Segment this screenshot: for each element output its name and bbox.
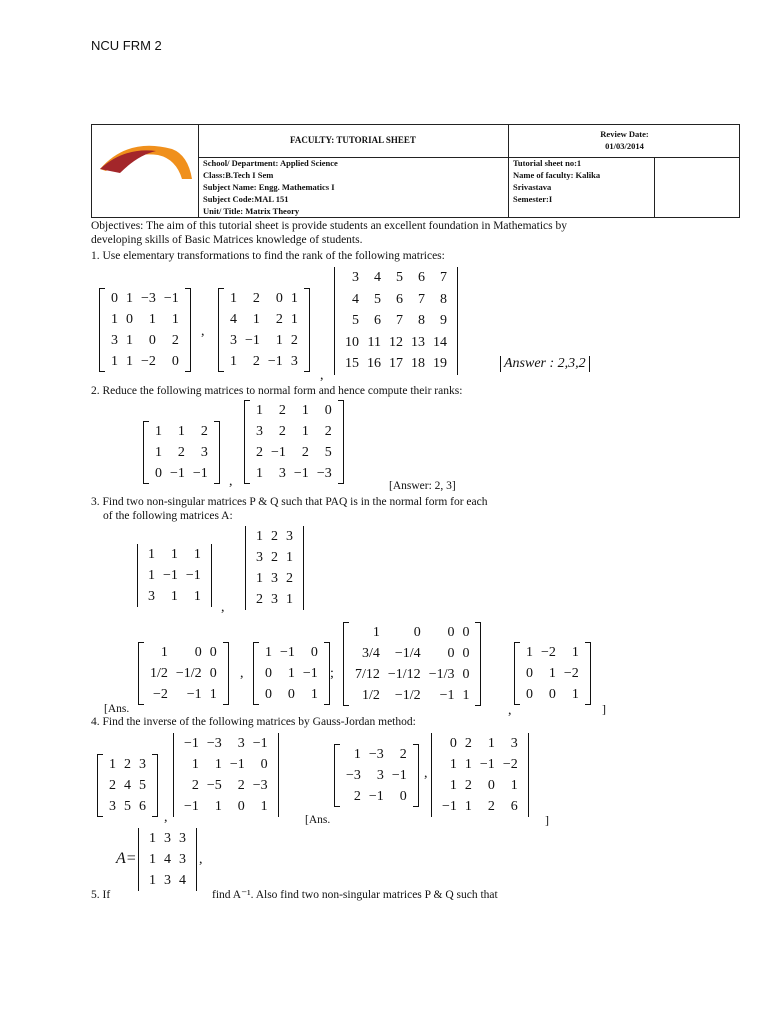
separator: , bbox=[320, 368, 324, 383]
matrix-cell: 3 bbox=[179, 852, 186, 867]
closing-bracket: ] bbox=[602, 702, 606, 716]
matrix-cell: 0 bbox=[265, 687, 272, 702]
matrix-cell: 1 bbox=[171, 312, 179, 327]
subject-code: Subject Code:MAL 151 bbox=[203, 194, 289, 204]
school-dept: School/ Department: Applied Science bbox=[203, 158, 338, 168]
matrix-cell: 1 bbox=[290, 291, 298, 306]
matrix-cell: 3 bbox=[286, 529, 293, 544]
matrix-cell: 1 bbox=[290, 312, 298, 327]
matrix-cell: 1 bbox=[256, 466, 263, 481]
matrix-cell: 8 bbox=[440, 291, 447, 307]
matrix-cell: 3 bbox=[148, 589, 155, 604]
matrix-cell: 1 bbox=[548, 666, 556, 681]
matrix-cell: −1 bbox=[245, 333, 260, 348]
matrix-cell: −1 bbox=[184, 736, 199, 751]
question-5-text: find A⁻¹. Also find two non-singular matrices P & Q such that bbox=[212, 889, 498, 901]
matrix-cell: 5 bbox=[396, 270, 403, 285]
matrix-cell: 3/4 bbox=[362, 646, 380, 661]
matrix-cell: −1 bbox=[368, 789, 384, 804]
matrix-cell: −1/12 bbox=[387, 667, 421, 682]
review-date: 01/03/2014 bbox=[605, 141, 644, 151]
matrix-cell: −2 bbox=[563, 666, 579, 681]
matrix-cell: 0 bbox=[287, 687, 295, 702]
separator: ; bbox=[330, 666, 334, 681]
matrix-cell: 1 bbox=[148, 547, 155, 562]
matrix-cell: 1/2 bbox=[362, 688, 380, 703]
matrix-cell: −1 bbox=[192, 466, 208, 481]
review-date-label: Review Date: bbox=[600, 129, 649, 139]
matrix-cell: 13 bbox=[411, 334, 425, 350]
subject-name: Subject Name: Engg. Mathematics I bbox=[203, 182, 335, 192]
q4-answer-a bbox=[334, 744, 419, 807]
matrix-cell: 1 bbox=[464, 799, 472, 814]
q2-matrix-b bbox=[244, 400, 344, 484]
matrix-cell: 3 bbox=[111, 333, 118, 348]
matrix-cell: 5 bbox=[352, 313, 359, 329]
matrix-cell: 2 bbox=[200, 424, 208, 439]
matrix-cell: −1 bbox=[479, 757, 495, 772]
matrix-cell: 1 bbox=[149, 873, 156, 888]
matrix-cell: 1 bbox=[275, 333, 283, 348]
matrix-cell: 1 bbox=[149, 831, 156, 846]
matrix-cell: −3 bbox=[346, 768, 361, 783]
question-1: 1. Use elementary transformations to find the rank of the following matrices: bbox=[91, 250, 445, 262]
matrix-cell: 2 bbox=[109, 778, 116, 793]
matrix-cell: −2 bbox=[502, 757, 518, 772]
matrix-cell: 17 bbox=[389, 356, 403, 372]
matrix-cell: 0 bbox=[310, 645, 318, 660]
matrix-cell: 1 bbox=[230, 354, 237, 369]
matrix-cell: −1/2 bbox=[175, 666, 202, 681]
matrix-cell: −1 bbox=[293, 466, 309, 481]
matrix-cell: 0 bbox=[111, 291, 118, 306]
matrix-cell: 2 bbox=[252, 354, 260, 369]
matrix-cell: 2 bbox=[464, 778, 472, 793]
matrix-cell: 3 bbox=[271, 571, 278, 586]
tutorial-sheet-no: Tutorial sheet no:1 bbox=[513, 158, 582, 168]
matrix-cell: −1/3 bbox=[428, 667, 455, 682]
matrix-cell: −2 bbox=[141, 354, 156, 369]
q3-matrix-a bbox=[136, 544, 213, 607]
matrix-cell: 1 bbox=[510, 778, 518, 793]
matrix-cell: 1 bbox=[193, 547, 201, 562]
matrix-cell: 1 bbox=[286, 550, 293, 565]
matrix-cell: 0 bbox=[462, 667, 470, 682]
unit-title: Unit/ Title: Matrix Theory bbox=[203, 206, 300, 216]
matrix-cell: 3 bbox=[376, 768, 384, 783]
matrix-cell: 6 bbox=[510, 799, 518, 814]
matrix-cell: 8 bbox=[418, 313, 425, 329]
matrix-cell: −1 bbox=[229, 757, 245, 772]
matrix-cell: 1 bbox=[252, 312, 260, 327]
q4-answer-label: [Ans. bbox=[305, 814, 331, 826]
matrix-cell: 1 bbox=[148, 568, 155, 583]
matrix-cell: 2 bbox=[256, 445, 263, 460]
matrix-cell: 6 bbox=[418, 270, 425, 285]
matrix-cell: 3 bbox=[256, 424, 263, 439]
matrix-cell: −1 bbox=[302, 666, 318, 681]
university-logo bbox=[98, 139, 194, 189]
matrix-cell: 3 bbox=[164, 831, 171, 846]
matrix-cell: 9 bbox=[440, 313, 447, 329]
matrix-cell: 1 bbox=[170, 589, 178, 604]
matrix-cell: 1 bbox=[155, 424, 162, 439]
q4-matrix-a bbox=[97, 754, 158, 817]
separator: , bbox=[199, 852, 203, 867]
matrix-cell: 1 bbox=[265, 645, 272, 660]
matrix-cell: 0 bbox=[399, 789, 407, 804]
matrix-cell: 1 bbox=[526, 645, 533, 660]
matrix-cell: 1 bbox=[256, 529, 263, 544]
matrix-cell: 2 bbox=[191, 778, 199, 793]
matrix-cell: 16 bbox=[367, 356, 381, 372]
class: Class:B.Tech I Sem bbox=[203, 170, 274, 180]
matrix-cell: −1 bbox=[170, 466, 185, 481]
matrix-cell: 1 bbox=[230, 291, 237, 306]
matrix-cell: −3 bbox=[206, 736, 222, 751]
q1-answer: Answer : 2,3,2 bbox=[500, 356, 590, 372]
matrix-cell: 3 bbox=[510, 736, 518, 751]
matrix-cell: 19 bbox=[433, 356, 447, 372]
sheet-title: FACULTY: TUTORIAL SHEET bbox=[290, 135, 416, 145]
faculty-name: Name of faculty: Kalika bbox=[513, 170, 601, 180]
matrix-cell: 2 bbox=[256, 592, 263, 607]
matrix-cell: −1 bbox=[271, 445, 286, 460]
matrix-cell: 1 bbox=[191, 757, 199, 772]
matrix-cell: 2 bbox=[324, 424, 332, 439]
matrix-cell: 2 bbox=[290, 333, 298, 348]
question-5-number: 5. If bbox=[91, 889, 111, 901]
matrix-cell: 4 bbox=[124, 778, 131, 793]
matrix-cell: 1 bbox=[214, 757, 222, 772]
q3-answer-q1 bbox=[253, 642, 330, 705]
matrix-cell: 4 bbox=[179, 873, 186, 888]
matrix-cell: 2 bbox=[399, 747, 407, 762]
matrix-cell: −1 bbox=[185, 568, 201, 583]
matrix-cell: 1 bbox=[214, 799, 222, 814]
matrix-cell: −3 bbox=[316, 466, 332, 481]
q1-matrix-a bbox=[99, 288, 191, 372]
matrix-cell: −1 bbox=[252, 736, 268, 751]
matrix-cell: 2 bbox=[271, 529, 278, 544]
matrix-cell: 3 bbox=[278, 466, 286, 481]
question-3-line-1: 3. Find two non-singular matrices P & Q such that PAQ is in the normal form for each bbox=[91, 496, 488, 508]
matrix-cell: 1 bbox=[126, 354, 133, 369]
separator: , bbox=[221, 600, 225, 615]
matrix-cell: 1 bbox=[155, 445, 162, 460]
matrix-cell: −1/4 bbox=[394, 646, 421, 661]
q3-matrix-b bbox=[244, 526, 305, 610]
q4-matrix-b bbox=[172, 733, 280, 817]
matrix-cell: −1 bbox=[163, 291, 179, 306]
matrix-cell: 7 bbox=[396, 313, 403, 329]
matrix-cell: 11 bbox=[367, 334, 381, 350]
matrix-cell: 0 bbox=[413, 625, 421, 640]
matrix-cell: 0 bbox=[462, 646, 470, 661]
matrix-cell: 3 bbox=[230, 333, 237, 348]
matrix-cell: 5 bbox=[374, 291, 381, 307]
matrix-cell: 2 bbox=[286, 571, 293, 586]
matrix-cell: −1 bbox=[184, 799, 199, 814]
matrix-cell: 5 bbox=[139, 778, 146, 793]
matrix-cell: 2 bbox=[464, 736, 472, 751]
matrix-cell: 3 bbox=[352, 270, 359, 285]
q1-matrix-b bbox=[218, 288, 310, 372]
matrix-cell: 1 bbox=[462, 688, 470, 703]
matrix-cell: 1 bbox=[301, 403, 309, 418]
matrix-cell: 0 bbox=[526, 666, 533, 681]
separator: , bbox=[201, 324, 205, 339]
q2-matrix-a bbox=[143, 421, 220, 484]
matrix-cell: 0 bbox=[462, 625, 470, 640]
matrix-cell: 6 bbox=[374, 313, 381, 329]
matrix-cell: −1 bbox=[267, 354, 283, 369]
matrix-cell: 4 bbox=[352, 291, 359, 307]
matrix-cell: 3 bbox=[139, 757, 146, 772]
matrix-cell: 4 bbox=[230, 312, 237, 327]
separator: , bbox=[508, 703, 512, 718]
separator: , bbox=[164, 810, 168, 825]
matrix-cell: 15 bbox=[345, 356, 359, 372]
matrix-cell: 1 bbox=[148, 312, 156, 327]
matrix-cell: 1 bbox=[372, 625, 380, 640]
matrix-cell: 0 bbox=[265, 666, 272, 681]
matrix-cell: 7 bbox=[440, 270, 447, 285]
matrix-cell: 0 bbox=[237, 799, 245, 814]
matrix-cell: −3 bbox=[141, 291, 156, 306]
q3-answer-label: [Ans. bbox=[104, 703, 130, 715]
q3-answer-p2 bbox=[343, 622, 481, 706]
matrix-cell: −1/2 bbox=[394, 688, 421, 703]
matrix-cell: 1 bbox=[449, 757, 457, 772]
matrix-cell: 1 bbox=[256, 571, 263, 586]
matrix-cell: −1 bbox=[186, 687, 202, 702]
matrix-cell: 2 bbox=[353, 789, 361, 804]
separator: , bbox=[240, 666, 244, 681]
q1-matrix-c bbox=[333, 267, 459, 375]
separator: , bbox=[229, 474, 233, 489]
matrix-cell: 0 bbox=[526, 687, 533, 702]
matrix-cell: 2 bbox=[252, 291, 260, 306]
matrix-cell: 1 bbox=[571, 687, 579, 702]
matrix-cell: 1 bbox=[287, 666, 295, 681]
matrix-cell: −2 bbox=[152, 687, 168, 702]
matrix-cell: −1 bbox=[391, 768, 407, 783]
matrix-cell: 1 bbox=[464, 757, 472, 772]
matrix-cell: −1 bbox=[439, 688, 455, 703]
matrix-cell: 2 bbox=[271, 550, 278, 565]
matrix-cell: −2 bbox=[541, 645, 556, 660]
matrix-cell: 0 bbox=[487, 778, 495, 793]
matrix-cell: 1 bbox=[126, 333, 133, 348]
matrix-cell: 0 bbox=[449, 736, 457, 751]
matrix-cell: 0 bbox=[447, 625, 455, 640]
matrix-cell: 12 bbox=[389, 334, 403, 350]
matrix-cell: 0 bbox=[148, 333, 156, 348]
q2-answer: [Answer: 2, 3] bbox=[389, 480, 456, 492]
matrix-cell: 1 bbox=[256, 403, 263, 418]
matrix-cell: 3 bbox=[179, 831, 186, 846]
matrix-cell: 1 bbox=[286, 592, 293, 607]
matrix-cell: 5 bbox=[124, 799, 131, 814]
matrix-cell: 4 bbox=[164, 852, 171, 867]
matrix-cell: 4 bbox=[374, 270, 381, 285]
separator: , bbox=[424, 766, 428, 781]
matrix-cell: 10 bbox=[345, 334, 359, 350]
header-table bbox=[91, 124, 740, 218]
closing-bracket: ] bbox=[545, 813, 549, 827]
matrix-cell: 1 bbox=[353, 747, 361, 762]
matrix-cell: 6 bbox=[396, 291, 403, 307]
matrix-cell: 2 bbox=[275, 312, 283, 327]
matrix-cell: 2 bbox=[124, 757, 131, 772]
matrix-cell: 7/12 bbox=[355, 667, 380, 682]
matrix-cell: 0 bbox=[155, 466, 162, 481]
matrix-cell: 1 bbox=[111, 354, 118, 369]
matrix-cell: 1 bbox=[301, 424, 309, 439]
matrix-cell: 3 bbox=[290, 354, 298, 369]
matrix-cell: 18 bbox=[411, 356, 425, 372]
matrix-cell: −1 bbox=[280, 645, 295, 660]
matrix-cell: 1 bbox=[487, 736, 495, 751]
matrix-cell: 1 bbox=[170, 547, 178, 562]
faculty-name-cont: Srivastava bbox=[513, 182, 552, 192]
matrix-cell: 1/2 bbox=[150, 666, 168, 681]
form-code: NCU FRM 2 bbox=[91, 38, 162, 53]
matrix-cell: 0 bbox=[260, 757, 268, 772]
matrix-cell: 1 bbox=[449, 778, 457, 793]
matrix-cell: 1 bbox=[177, 424, 185, 439]
matrix-cell: 0 bbox=[447, 646, 455, 661]
matrix-cell: −3 bbox=[368, 747, 384, 762]
matrix-cell: 3 bbox=[271, 592, 278, 607]
matrix-cell: 2 bbox=[301, 445, 309, 460]
matrix-cell: 0 bbox=[324, 403, 332, 418]
objectives-line-1: Objectives: The aim of this tutorial sheet is provide students an excellent foundation in Mathematics by bbox=[91, 220, 567, 232]
matrix-cell: 2 bbox=[487, 799, 495, 814]
matrix-cell: 1 bbox=[149, 852, 156, 867]
q5-lhs: A= bbox=[116, 850, 137, 867]
matrix-cell: 2 bbox=[177, 445, 185, 460]
matrix-cell: 3 bbox=[200, 445, 208, 460]
matrix-cell: 2 bbox=[171, 333, 179, 348]
matrix-cell: 1 bbox=[111, 312, 118, 327]
matrix-cell: 0 bbox=[209, 645, 217, 660]
matrix-cell: 1 bbox=[310, 687, 318, 702]
matrix-cell: 2 bbox=[278, 424, 286, 439]
matrix-cell: 1 bbox=[160, 645, 168, 660]
question-4: 4. Find the inverse of the following matrices by Gauss-Jordan method: bbox=[91, 716, 416, 728]
matrix-cell: 0 bbox=[275, 291, 283, 306]
matrix-cell: 3 bbox=[237, 736, 245, 751]
matrix-cell: 1 bbox=[209, 687, 217, 702]
matrix-cell: −1 bbox=[442, 799, 457, 814]
question-2: 2. Reduce the following matrices to normal form and hence compute their ranks: bbox=[91, 385, 463, 397]
matrix-cell: 0 bbox=[548, 687, 556, 702]
matrix-cell: −3 bbox=[252, 778, 268, 793]
q3-answer-p1 bbox=[138, 642, 229, 705]
q4-answer-b bbox=[430, 733, 530, 817]
matrix-cell: 14 bbox=[433, 334, 447, 350]
q3-answer-q2 bbox=[514, 642, 591, 705]
objectives-line-2: developing skills of Basic Matrices knowledge of students. bbox=[91, 234, 363, 246]
matrix-cell: 3 bbox=[164, 873, 171, 888]
matrix-cell: 0 bbox=[171, 354, 179, 369]
matrix-cell: −1 bbox=[163, 568, 178, 583]
matrix-cell: 3 bbox=[256, 550, 263, 565]
matrix-cell: 2 bbox=[237, 778, 245, 793]
semester: Semester:I bbox=[513, 194, 553, 204]
matrix-cell: 0 bbox=[194, 645, 202, 660]
matrix-cell: 5 bbox=[324, 445, 332, 460]
question-3-line-2: of the following matrices A: bbox=[103, 510, 233, 522]
matrix-cell: 0 bbox=[209, 666, 217, 681]
matrix-cell: 0 bbox=[126, 312, 133, 327]
matrix-cell: 1 bbox=[260, 799, 268, 814]
matrix-cell: 2 bbox=[278, 403, 286, 418]
matrix-cell: −5 bbox=[206, 778, 222, 793]
matrix-cell: 1 bbox=[126, 291, 133, 306]
q5-matrix bbox=[137, 828, 198, 891]
matrix-cell: 1 bbox=[109, 757, 116, 772]
matrix-cell: 1 bbox=[193, 589, 201, 604]
matrix-cell: 3 bbox=[109, 799, 116, 814]
matrix-cell: 6 bbox=[139, 799, 146, 814]
matrix-cell: 7 bbox=[418, 291, 425, 307]
matrix-cell: 1 bbox=[571, 645, 579, 660]
